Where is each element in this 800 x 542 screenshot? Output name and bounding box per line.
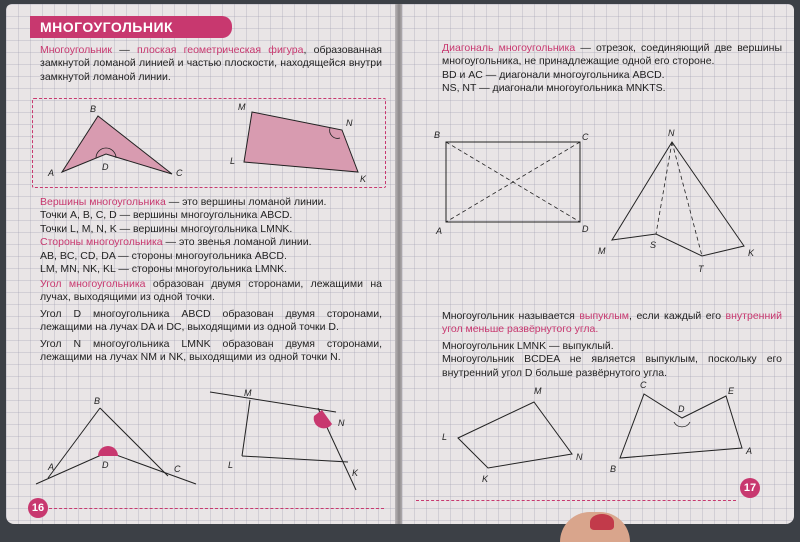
fig6-label-k: K: [748, 248, 755, 258]
fig6-label-t: T: [698, 264, 704, 274]
fig5-label-a: A: [436, 226, 443, 236]
convex-paragraph: [442, 310, 782, 380]
fig7-label-n: N: [576, 452, 583, 462]
fig7-label-m: M: [534, 386, 542, 396]
left-footer-line: [44, 508, 384, 509]
vertices-line-1: Точки A, B, C, D — вершины многоугольника ABCD.: [40, 209, 293, 222]
angle-term: Угол многоугольника: [40, 278, 146, 290]
section-title: МНОГОУГОЛЬНИК: [30, 16, 232, 38]
diagonal-line-2: NS, NT — диагонали многоугольника MNKTS.: [442, 82, 666, 95]
fig5-label-b: B: [434, 130, 441, 140]
fig1-label-d: D: [102, 162, 109, 172]
angle-n-figure: [206, 386, 376, 496]
vertices-def: — это вершины ломаной линии.: [165, 196, 327, 208]
convex-example-2: Многоугольник BCDEA не является выпуклым, поскольку его внутренний угол D больше развёрнутого угла.: [442, 353, 782, 379]
fig5-label-d: D: [582, 224, 589, 234]
fig6-label-s: S: [650, 240, 657, 250]
rectangle-diagonals-figure: [430, 128, 600, 238]
sides-def: — это звенья ломаной линии.: [162, 236, 312, 249]
vertices-paragraph: [40, 196, 382, 276]
sides-line-1: AB, BC, CD, DA — стороны многоугольника ABCD.: [40, 249, 287, 262]
angle-n-text: Угол N многоугольника LMNK образован двумя сторонами, лежащими на лучах NM и NK, выходящими из одной точки N.: [40, 337, 382, 364]
polygon-abcd-figure: [36, 102, 186, 186]
fig8-label-d: D: [678, 404, 685, 414]
fig8-label-b: B: [610, 464, 617, 474]
fig3-label-b: B: [94, 396, 101, 406]
fig1-label-a: A: [48, 168, 55, 178]
diagonal-line-1: BD и AC — диагонали многоугольника ABCD.: [442, 68, 665, 81]
convex-term: выпуклым: [579, 310, 630, 322]
angle-d-text: Угол D многоугольника ABCD образован двумя сторонами, лежащими на лучах DA и DC, выходящими из одной точки D.: [40, 307, 382, 334]
diagonal-def: — отрезок, соединяющий две вершины многоугольника, не принадлежащие одной его стороне.: [442, 42, 782, 68]
fig4-label-k: K: [352, 468, 359, 478]
vertices-term: Вершины многоугольника: [40, 196, 166, 208]
fig3-label-c: C: [174, 464, 181, 474]
definition-paragraph: [40, 44, 382, 84]
definition-term: Многоугольник: [40, 44, 113, 56]
fig2-label-m: M: [238, 102, 246, 112]
fig2-label-l: L: [230, 156, 236, 166]
convex-term-2: внутренний угол меньше развёрнутого угла.: [442, 310, 782, 336]
sides-term: Стороны многоугольника: [40, 236, 163, 249]
angle-d-figure: [36, 392, 206, 492]
page-number-right: 17: [740, 478, 760, 498]
definition-rest: , образованная замкнутой ломаной линией и частью плоскости, находящейся внутри замкнутой ломаной линии.: [40, 44, 382, 83]
fig4-label-m: M: [244, 388, 252, 398]
fig7-label-k: K: [482, 474, 489, 484]
right-page: [402, 4, 794, 524]
fig4-label-l: L: [228, 460, 234, 470]
fig7-label-l: L: [442, 432, 448, 442]
vertices-line-2: Точки L, M, N, K — вершины многоугольника LMNK.: [40, 222, 293, 235]
diagonal-paragraph: [442, 42, 782, 96]
polygon-lmnk-figure: [218, 102, 378, 186]
fig4-label-n: N: [338, 418, 345, 428]
fig6-label-n: N: [668, 128, 675, 138]
definition-highlight: плоская геометрическая фигура: [137, 44, 304, 56]
pentagon-mnkts-figure: [598, 126, 778, 286]
fig8-label-e: E: [728, 386, 735, 396]
fig5-label-c: C: [582, 132, 589, 142]
angle-paragraph: [40, 278, 382, 364]
fig8-label-a: A: [746, 446, 753, 456]
fig8-label-c: C: [640, 380, 647, 390]
fig1-label-c: C: [176, 168, 183, 178]
convex-mid: , если каждый его: [629, 310, 726, 322]
right-footer-line: [416, 500, 736, 501]
sides-line-2: LM, MN, NK, KL — стороны многоугольника LMNK.: [40, 263, 288, 276]
fig2-label-n: N: [346, 118, 353, 128]
nonconvex-bcdea-figure: [608, 376, 778, 486]
convex-lmnk-figure: [438, 382, 598, 492]
page-number-left: 16: [28, 498, 48, 518]
fig3-label-a: A: [48, 462, 55, 472]
angle-def: образован двумя сторонами, лежащими на лучах, выходящими из одной точки.: [40, 278, 382, 304]
convex-example-1: Многоугольник LMNK — выпуклый.: [442, 339, 614, 352]
left-page: [6, 4, 396, 524]
fig6-label-m: M: [598, 246, 606, 256]
fingernail: [590, 514, 614, 530]
fig2-label-k: K: [360, 174, 367, 184]
convex-intro: Многоугольник называется: [442, 310, 580, 322]
definition-dash: —: [112, 44, 138, 56]
fig3-label-d: D: [102, 460, 109, 470]
fig1-label-b: B: [90, 104, 97, 114]
diagonal-term: Диагональ многоугольника: [442, 42, 576, 54]
